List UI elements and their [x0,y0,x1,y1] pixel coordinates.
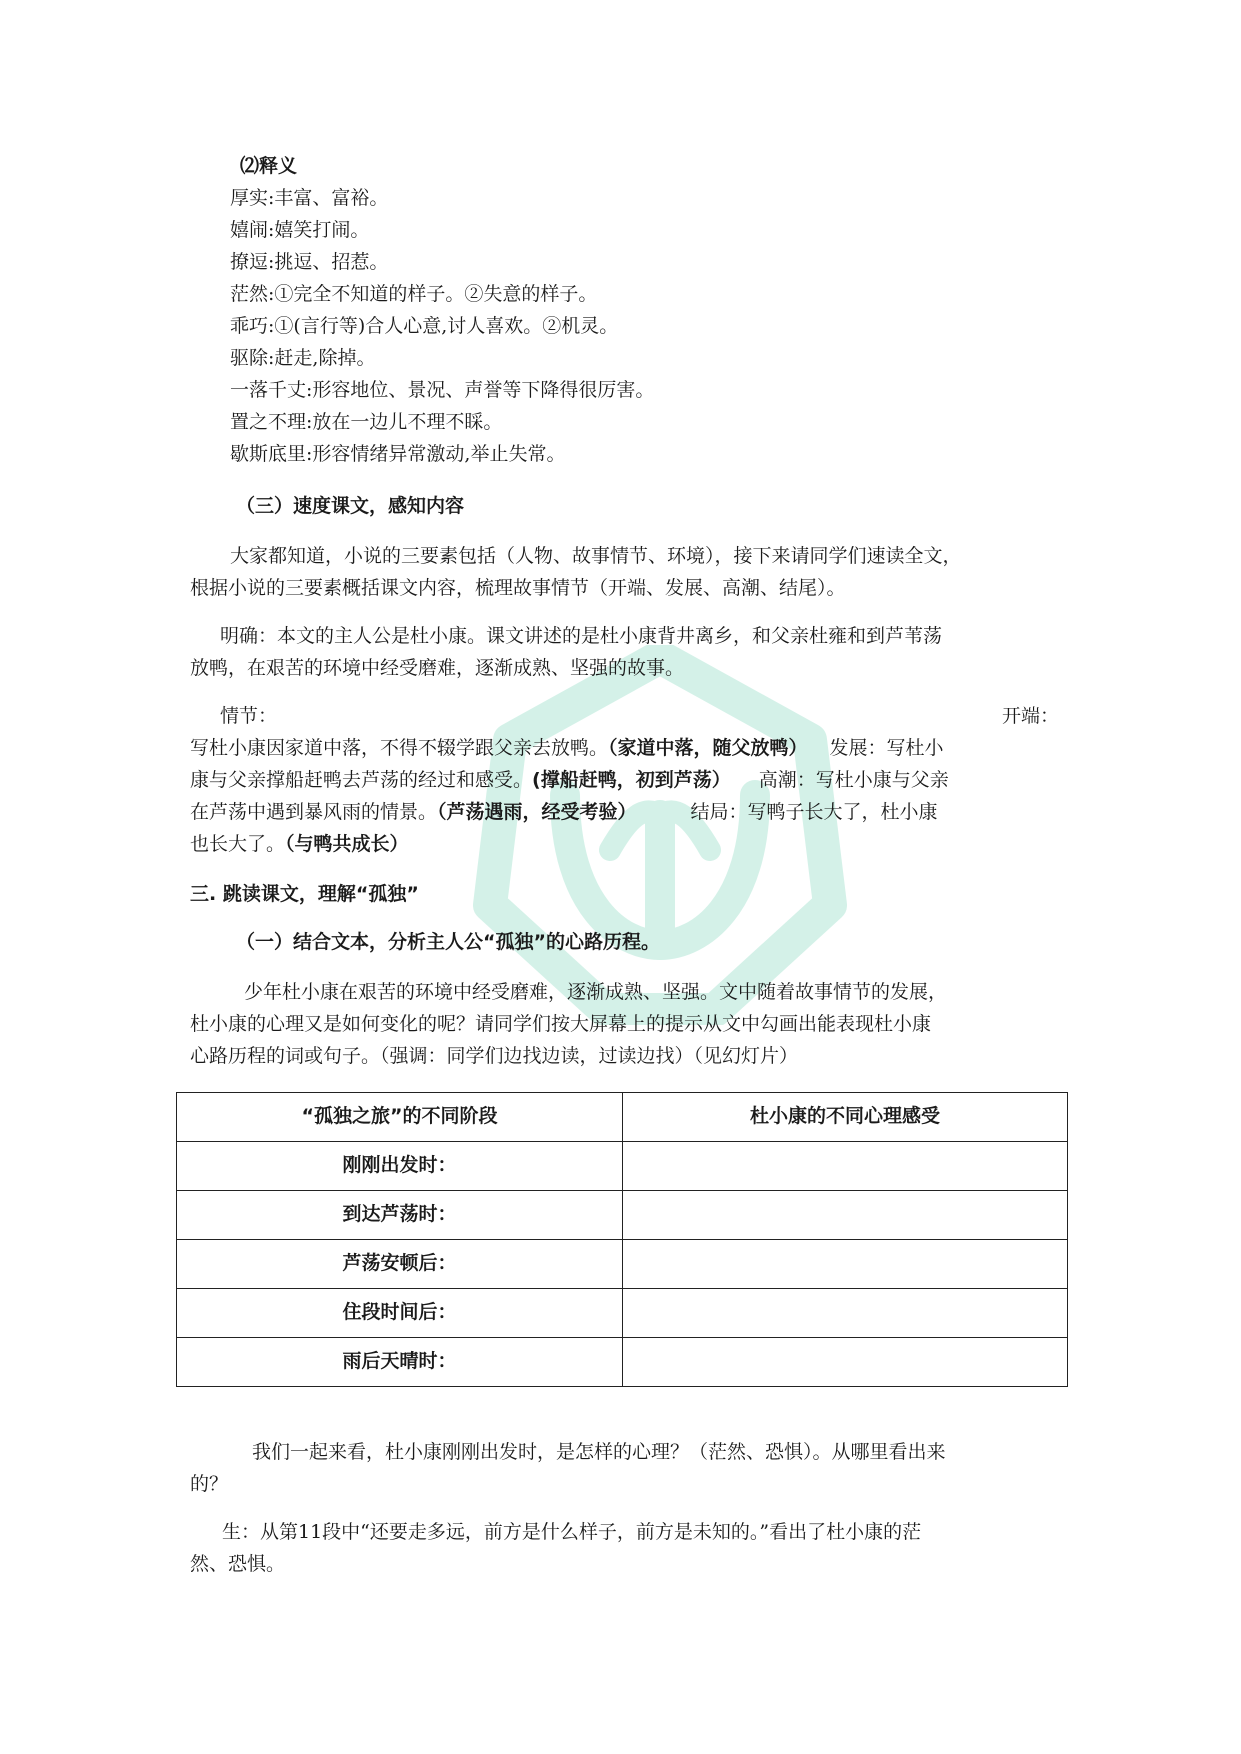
feeling-cell[interactable] [623,1338,1068,1387]
paragraph-line: 明确：本文的主人公是杜小康。课文讲述的是杜小康背井离乡，和父亲杜雍和到芦苇荡 [220,625,943,647]
section-subheading: （一）结合文本，分析主人公“孤独”的心路历程。 [236,931,660,953]
paragraph-line: 少年杜小康在艰苦的环境中经受磨难，逐渐成熟、坚强。文中随着故事情节的发展， [244,981,948,1003]
stage-label: 到达芦荡时： [342,1203,457,1225]
plot-summary: （家道中落，随父放鸭） [608,737,808,759]
meaning-item: 歇斯底里:形容情绪异常激动,举止失常。 [230,443,566,465]
meaning-item: 厚实:丰富、富裕。 [230,187,389,209]
meaning-item: 驱除:赶走,除掉。 [230,347,376,369]
feeling-cell[interactable] [623,1240,1068,1289]
plot-text: 发展：写杜小 [829,737,944,759]
plot-text: 高潮：写杜小康与父亲 [758,769,949,791]
plot-summary: （芦荡遇雨，经受考验） [437,801,637,823]
paragraph-line: 大家都知道，小说的三要素包括（人物、故事情节、环境），接下来请同学们速读全文， [230,545,962,567]
stage-label: 刚刚出发时： [342,1154,457,1176]
plot-text: 在芦荡中遇到暴风雨的情景。 [190,801,438,823]
plot-start-label: 开端： [1002,705,1060,727]
paragraph-line: 放鸭，在艰苦的环境中经受磨难，逐渐成熟、坚强的故事。 [190,657,685,679]
plot-summary: (撑船赶鸭，初到芦荡） [532,769,731,791]
plot-summary: （与鸭共成长） [285,833,409,855]
stages-table [176,1092,1068,1387]
paragraph-line: 杜小康的心理又是如何变化的呢？请同学们按大屏幕上的提示从文中勾画出能表现杜小康 [190,1013,932,1035]
table-row [177,1240,1068,1289]
paragraph-line: 心路历程的词或句子。（强调：同学们边找边读，过读边找）（见幻灯片） [190,1045,799,1067]
plot-text: 写杜小康因家道中落，不得不辍学跟父亲去放鸭。 [190,737,609,759]
section-heading: 三. 跳读课文，理解“孤独” [190,883,419,905]
table-header-cell: 杜小康的不同心理感受 [749,1105,940,1127]
meaning-item: 茫然:①完全不知道的样子。②失意的样子。 [230,283,598,305]
table-header-row [177,1093,1068,1142]
feeling-cell[interactable] [623,1142,1068,1191]
feeling-cell[interactable] [623,1191,1068,1240]
table-row [177,1289,1068,1338]
paragraph-line: 生：从第11段中“还要走多远，前方是什么样子，前方是未知的。”看出了杜小康的茫 [222,1521,922,1543]
paragraph-line: 我们一起来看，杜小康刚刚出发时，是怎样的心理？（茫然、恐惧）。从哪里看出来 [252,1441,946,1463]
paragraph-line: 根据小说的三要素概括课文内容，梳理故事情节（开端、发展、高潮、结尾）。 [190,577,846,599]
paragraph-line: 的？ [190,1473,229,1495]
meaning-item: 撩逗:挑逗、招惹。 [230,251,389,273]
stage-label: 芦荡安顿后： [342,1252,457,1274]
plot-text: 也长大了。 [190,833,286,855]
table-row [177,1191,1068,1240]
feeling-cell[interactable] [623,1289,1068,1338]
table-row [177,1142,1068,1191]
paragraph-line: 然、恐惧。 [190,1553,286,1575]
plot-line [190,828,409,860]
meaning-item: 嬉闹:嬉笑打闹。 [230,219,370,241]
stage-label: 雨后天晴时： [342,1350,457,1372]
meaning-item: 置之不理:放在一边儿不理不睬。 [230,411,503,433]
meaning-item: 乖巧:①(言行等)合人心意,讨人喜欢。②机灵。 [230,315,619,337]
plot-text: 康与父亲撑船赶鸭去芦荡的经过和感受。 [190,769,533,791]
plot-text: 结局：写鸭子长大了，杜小康 [690,801,938,823]
table-row [177,1338,1068,1387]
section-heading: （三）速度课文，感知内容 [236,495,465,517]
plot-line [190,732,944,764]
plot-line [190,796,938,828]
plot-label: 情节： [220,705,278,727]
meaning-item: 一落千丈:形容地位、景况、声誉等下降得很厉害。 [230,379,655,401]
stage-label: 住段时间后： [342,1301,457,1323]
table-header-cell: “孤独之旅”的不同阶段 [301,1105,498,1127]
plot-line [190,764,949,796]
meaning-heading: ⑵释义 [240,155,298,177]
watermark-logo-icon [470,645,850,1025]
